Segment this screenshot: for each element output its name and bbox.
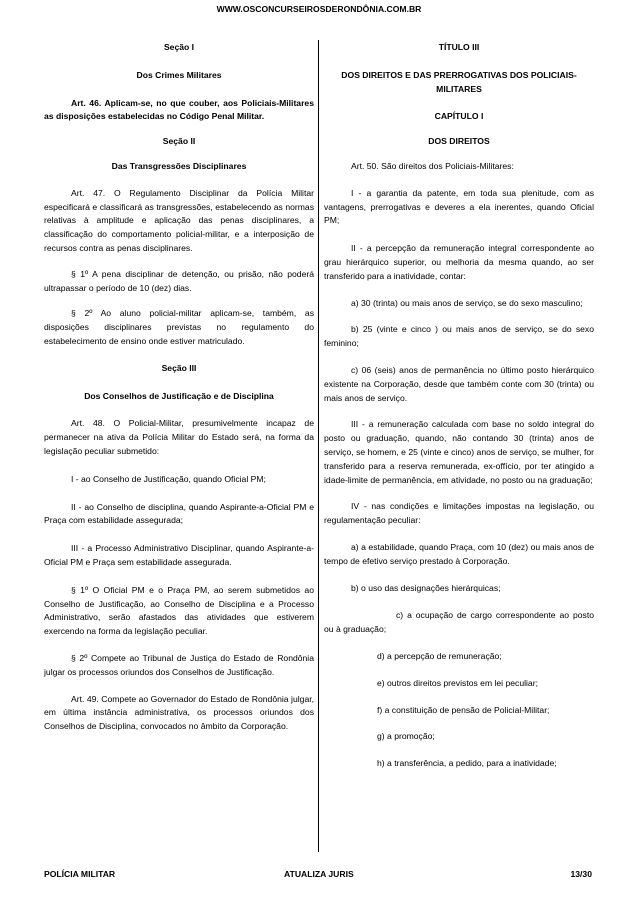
art-50-item-iii: III - a remuneração calculada com base no soldo integral do posto ou graduação, quando, não contando 30 (trinta) anos de serviço, se homem, e 25 (vinte e cinco) anos de serviço, se mulher, for transferido para a reserva remunerada, ex-offício, por ter atingido a idade-limite de permanência, em atividade, no posto ou na graduação; — [324, 419, 594, 485]
art-50-item-iv-a: a) a estabilidade, quando Praça, com 10 (dez) ou mais anos de tempo de efetivo serviço prestado à Corporação. — [324, 541, 594, 566]
column-divider — [318, 40, 319, 852]
art-50-item-iv: IV - nas condições e limitações impostas na legislação, ou regulamentação peculiar: — [324, 501, 594, 526]
secao-1-title: Seção I — [163, 42, 195, 52]
secao-3-title: Seção III — [161, 362, 197, 373]
art-50-item-iv-g: g) a promoção; — [377, 731, 435, 742]
secao-2-title: Seção II — [162, 136, 196, 147]
art-50-item-iv-f: f) a constituição de pensão de Policial-Militar; — [377, 704, 550, 715]
art-46: Art. 46. Aplicam-se, no que couber, aos Policiais-Militares as disposições estabelecidas no Código Penal Militar. — [44, 97, 314, 122]
art-49: Art. 49. Compete ao Governador do Estado de Rondônia julgar, em última instância administrativa, os processos oriundos dos Conselhos de Disciplina, convocados no âmbito da Corporação. — [44, 693, 314, 732]
art-50-item-iv-d: d) a percepção de remuneração; — [377, 650, 502, 661]
site-header: WWW.OSCONCURSEIROSDERONDÔNIA.COM.BR — [216, 4, 422, 14]
left-column — [44, 41, 314, 734]
right-column — [324, 41, 594, 771]
art-50-item-ii-c: c) 06 (seis) anos de permanência no último posto hierárquico existente na Corporação, desde que também conte com 30 (trinta) ou mais anos de serviço. — [324, 364, 594, 403]
art-48-item-iii: III - a Processo Administrativo Disciplinar, quando Aspirante-a-Oficial PM e Praça sem estabilidade assegurada. — [44, 543, 314, 567]
art-50-item-iv-e: e) outros direitos previstos em lei peculiar; — [377, 677, 538, 688]
art-47-paragraph-1: § 1º A pena disciplinar de detenção, ou prisão, não poderá ultrapassar o período de 10 (dez) dias. — [44, 268, 314, 293]
art-48: Art. 48. O Policial-Militar, presumivelmente incapaz de permanecer na ativa da Polícia Militar do Estado será, na forma da legislação peculiar submetido: — [44, 418, 314, 456]
secao-2-subtitle: Das Transgressões Disciplinares — [111, 160, 247, 171]
art-50-item-iv-h: h) a transferência, a pedido, para a inatividade; — [377, 758, 557, 769]
capitulo-i-subtitle: DOS DIREITOS — [428, 136, 490, 147]
art-50-item-iv-c: c) a ocupação de cargo correspondente ao posto ou à graduação; — [324, 610, 594, 635]
art-48-paragraph-1: § 1º O Oficial PM e o Praça PM, ao serem submetidos ao Conselho de Justificação, ao Conselho de Disciplina e a Processo Administrativo, serão afastados das atividades que estiverem exercendo na forma da legislação peculiar. — [44, 584, 314, 637]
art-48-item-i: I - ao Conselho de Justificação, quando Oficial PM; — [71, 473, 266, 484]
footer-center: ATUALIZA JURIS — [284, 869, 354, 879]
capitulo-i: CAPÍTULO I — [434, 111, 484, 122]
art-50: Art. 50. São direitos dos Policiais-Militares: — [351, 160, 514, 171]
art-50-item-ii: II - a percepção da remuneração integral correspondente ao grau hierárquico superior, ou melhoria da mesma quando, ao ser transferido para a inatividade, contar: — [324, 243, 594, 281]
secao-3-subtitle: Dos Conselhos de Justificação e de Disciplina — [84, 390, 274, 401]
art-47-paragraph-2: § 2º Ao aluno policial-militar aplicam-se, também, as disposições disciplinares previstas no regulamento do estabelecimento de ensino onde estiver matriculado. — [44, 308, 314, 346]
titulo-iii-subtitle: DOS DIREITOS E DAS PRERROGATIVAS DOS POLICIAIS-MILITARES — [341, 69, 577, 94]
art-50-item-i: I - a garantia da patente, em toda sua plenitude, com as vantagens, prerrogativas e deveres a ela inerentes, quando Oficial PM; — [324, 187, 594, 226]
art-50-item-ii-b: b) 25 (vinte e cinco ) ou mais anos de serviço, se do sexo feminino; — [324, 324, 594, 349]
secao-1-subtitle: Dos Crimes Militares — [136, 69, 222, 80]
art-50-item-ii-a: a) 30 (trinta) ou mais anos de serviço, se do sexo masculino; — [351, 297, 583, 308]
art-50-item-iv-b: b) o uso das designações hierárquicas; — [351, 582, 501, 593]
art-48-paragraph-2: § 2º Compete ao Tribunal de Justiça do Estado de Rondônia julgar os processos oriundos dos Conselhos de Justificação. — [44, 652, 314, 677]
footer-left: POLÍCIA MILITAR — [44, 869, 116, 879]
titulo-iii: TÍTULO III — [438, 42, 480, 52]
page-number: 13/30 — [570, 869, 592, 879]
art-48-item-ii: II - ao Conselho de disciplina, quando Aspirante-a-Oficial PM e Praça com estabilidade assegurada; — [44, 501, 314, 526]
art-47: Art. 47. O Regulamento Disciplinar da Polícia Militar especificará e classificará as transgressões, estabelecendo as normas relativas à amplitude e aplicação das penas disciplinares, a classificação do comportamento policial-militar, e a interposição de recursos contra as penas disciplinares. — [44, 187, 314, 253]
